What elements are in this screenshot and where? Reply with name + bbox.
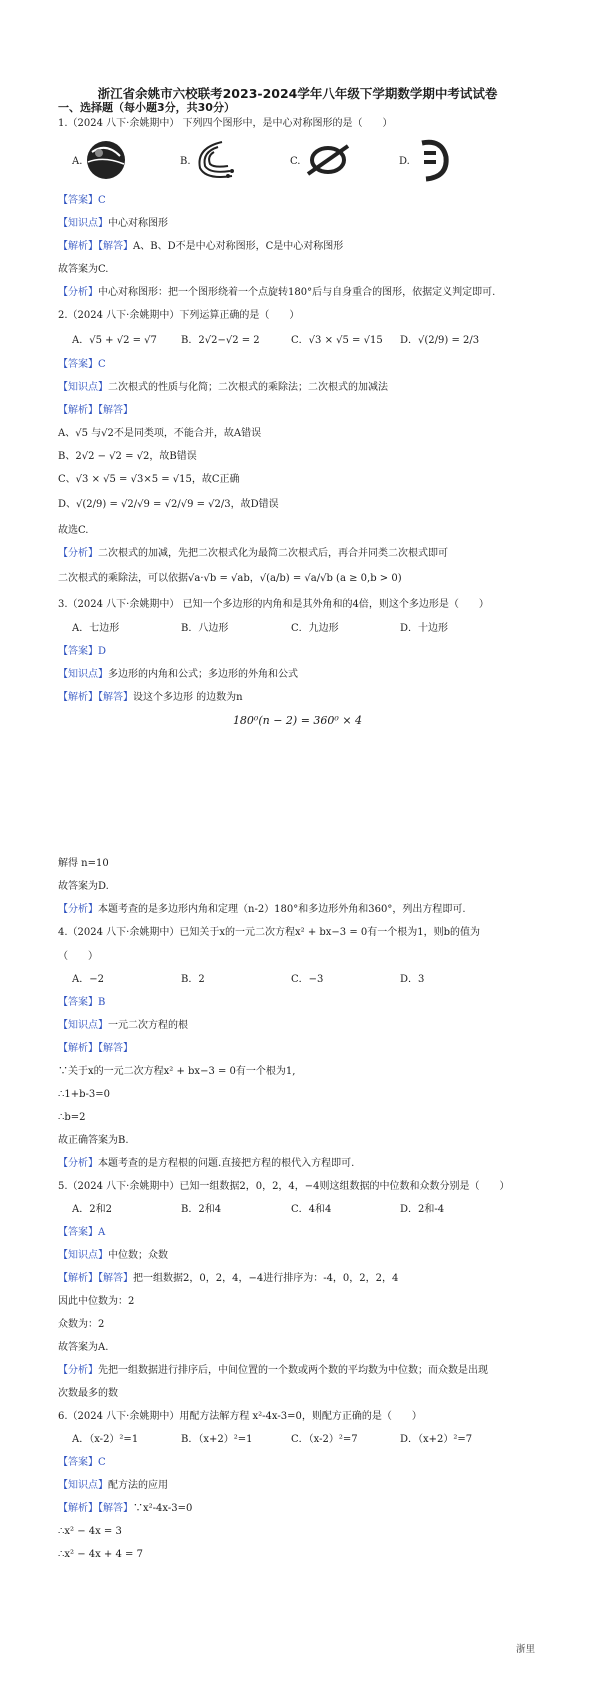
q6-step-1: ∴x² − 4x = 3 xyxy=(58,1526,122,1537)
q6-knowledge-point: 【知识点】配方法的应用 xyxy=(58,1480,168,1491)
q3-option-a: A．七边形 xyxy=(72,623,120,634)
section-heading: 一、选择题（每小题3分，共30分） xyxy=(58,101,235,114)
q3-review: 【分析】本题考查的是多边形内角和定理（n-2）180°和多边形外角和360°，列出方程即可. xyxy=(58,904,466,915)
q3-solve: 解得 n=10 xyxy=(58,858,109,869)
q2-step-b: B、2√2 − √2 = √2，故B错误 xyxy=(58,451,197,462)
q4-review: 【分析】本题考查的是方程根的问题.直接把方程的根代入方程即可. xyxy=(58,1158,355,1169)
q4-analysis: 【解析】【解答】 xyxy=(58,1043,133,1054)
q2-conclusion: 故选C. xyxy=(58,525,89,536)
q4-step-1: ∵关于x的一元二次方程x² + bx−3 = 0有一个根为1, xyxy=(58,1066,296,1077)
q6-option-d: D．（x+2）²=7 xyxy=(400,1434,473,1445)
q2-step-d: D、√(2/9) = √2/√9 = √2/√9 = √2/3，故D错误 xyxy=(58,499,279,510)
q2-review-1: 【分析】二次根式的加减，先把二次根式化为最简二次根式后，再合并同类二次根式即可 xyxy=(58,548,448,559)
q5-review-1: 【分析】先把一组数据进行排序后，中间位置的一个数或两个数的平均数为中位数；而众数是出现 xyxy=(58,1365,488,1376)
q6-step-2: ∴x² − 4x + 4 = 7 xyxy=(58,1549,143,1560)
q2-step-c: C、√3 × √5 = √3×5 = √15，故C正确 xyxy=(58,474,240,485)
q3-equation: 180⁰(n − 2) = 360⁰ × 4 xyxy=(232,714,363,727)
q6-option-a: A．（x-2）²=1 xyxy=(72,1434,139,1445)
q3-answer: 【答案】D xyxy=(58,646,107,657)
q5-analysis: 【解析】【解答】把一组数据2，0，2，4，−4进行排序为：-4，0，2，2，4 xyxy=(58,1273,399,1284)
q1-option-b-figure xyxy=(192,138,238,182)
q2-option-a: A．√5 + √2 = √7 xyxy=(72,335,157,346)
q4-stem-1: 4.（2024 八下·余姚期中）已知关于x的一元二次方程x² + bx−3 = 0有一个根为1，则b的值为 xyxy=(58,927,481,938)
q5-answer: 【答案】A xyxy=(58,1227,106,1238)
q1-review: 【分析】中心对称图形：把一个图形绕着一个点旋转180°后与自身重合的图形，依据定义判定即可. xyxy=(58,287,496,298)
q5-option-d: D．2和-4 xyxy=(400,1204,445,1215)
q4-answer: 【答案】B xyxy=(58,997,106,1008)
q3-conclusion: 故答案为D. xyxy=(58,881,109,892)
q5-option-a: A．2和2 xyxy=(72,1204,112,1215)
q3-option-c: C．九边形 xyxy=(291,623,339,634)
q3-option-b: B．八边形 xyxy=(181,623,229,634)
q1-conclusion: 故答案为C. xyxy=(58,264,109,275)
q1-stem: 1.（2024 八下·余姚期中） 下列四个图形中，是中心对称图形的是（ ） xyxy=(58,118,393,129)
q4-option-b: B．2 xyxy=(181,974,205,985)
q2-analysis: 【解析】【解答】 xyxy=(58,405,133,416)
q6-answer: 【答案】C xyxy=(58,1457,106,1468)
q4-step-2: ∴1+b-3=0 xyxy=(58,1089,110,1100)
q1-option-c-label: C. xyxy=(290,156,301,167)
q2-option-b: B．2√2−√2 = 2 xyxy=(181,335,260,346)
q4-option-a: A．−2 xyxy=(72,974,104,985)
q5-knowledge-point: 【知识点】中位数；众数 xyxy=(58,1250,168,1261)
q5-option-c: C．4和4 xyxy=(291,1204,332,1215)
q5-stem: 5.（2024 八下·余姚期中）已知一组数据2，0，2，4，−4则这组数据的中位数和众数分别是（ ） xyxy=(58,1181,510,1192)
page-footer: 浙里 xyxy=(515,1644,535,1655)
q5-option-b: B．2和4 xyxy=(181,1204,222,1215)
q4-option-d: D．3 xyxy=(400,974,425,985)
q2-option-c: C．√3 × √5 = √15 xyxy=(291,335,383,346)
q3-option-d: D．十边形 xyxy=(400,623,449,634)
q2-knowledge-point: 【知识点】二次根式的性质与化简；二次根式的乘除法；二次根式的加减法 xyxy=(58,382,388,393)
q3-stem: 3.（2024 八下·余姚期中） 已知一个多边形的内角和是其外角和的4倍，则这个多边形是（ ） xyxy=(58,599,489,610)
q5-median: 因此中位数为：2 xyxy=(58,1296,135,1307)
q2-review-2: 二次根式的乘除法，可以依据√a·√b = √ab，√(a/b) = √a/√b (a ≥ 0,b > 0) xyxy=(58,573,402,584)
q2-stem: 2.（2024 八下·余姚期中）下列运算正确的是（ ） xyxy=(58,310,300,321)
q3-knowledge-point: 【知识点】多边形的内角和公式；多边形的外角和公式 xyxy=(58,669,298,680)
page-title: 浙江省余姚市六校联考2023-2024学年八年级下学期数学期中考试试卷 xyxy=(97,86,498,101)
q1-option-b-label: B. xyxy=(180,156,191,167)
q5-mode: 众数为：2 xyxy=(58,1319,105,1330)
q1-answer: 【答案】C xyxy=(58,195,106,206)
q4-option-c: C．−3 xyxy=(291,974,324,985)
q1-analysis: 【解析】【解答】A、B、D不是中心对称图形，C是中心对称图形 xyxy=(58,241,344,252)
q4-conclusion: 故正确答案为B. xyxy=(58,1135,129,1146)
q2-option-d: D．√(2/9) = 2/3 xyxy=(400,335,480,346)
q4-stem-2: （ ） xyxy=(58,951,98,962)
q5-review-2: 次数最多的数 xyxy=(58,1388,118,1399)
q1-knowledge-point: 【知识点】中心对称图形 xyxy=(58,218,168,229)
q1-option-c-figure xyxy=(304,140,352,180)
q4-knowledge-point: 【知识点】一元二次方程的根 xyxy=(58,1020,188,1031)
q6-option-b: B．（x+2）²=1 xyxy=(181,1434,253,1445)
q3-analysis: 【解析】【解答】设这个多边形 的边数为n xyxy=(58,692,243,703)
q1-option-a-figure xyxy=(84,138,128,182)
q1-option-d-figure xyxy=(412,137,450,183)
q6-analysis: 【解析】【解答】∵x²-4x-3=0 xyxy=(58,1503,193,1514)
q2-step-a: A、√5 与√2不是同类项，不能合并，故A错误 xyxy=(58,428,262,439)
q6-option-c: C．（x-2）²=7 xyxy=(291,1434,358,1445)
q4-step-3: ∴b=2 xyxy=(58,1112,86,1123)
q5-conclusion: 故答案为A. xyxy=(58,1342,109,1353)
q2-answer: 【答案】C xyxy=(58,359,106,370)
q1-option-a-label: A. xyxy=(72,156,83,167)
q1-option-d-label: D. xyxy=(399,156,410,167)
q6-stem: 6.（2024 八下·余姚期中）用配方法解方程 x²-4x-3=0，则配方正确的是（ ） xyxy=(58,1411,422,1422)
